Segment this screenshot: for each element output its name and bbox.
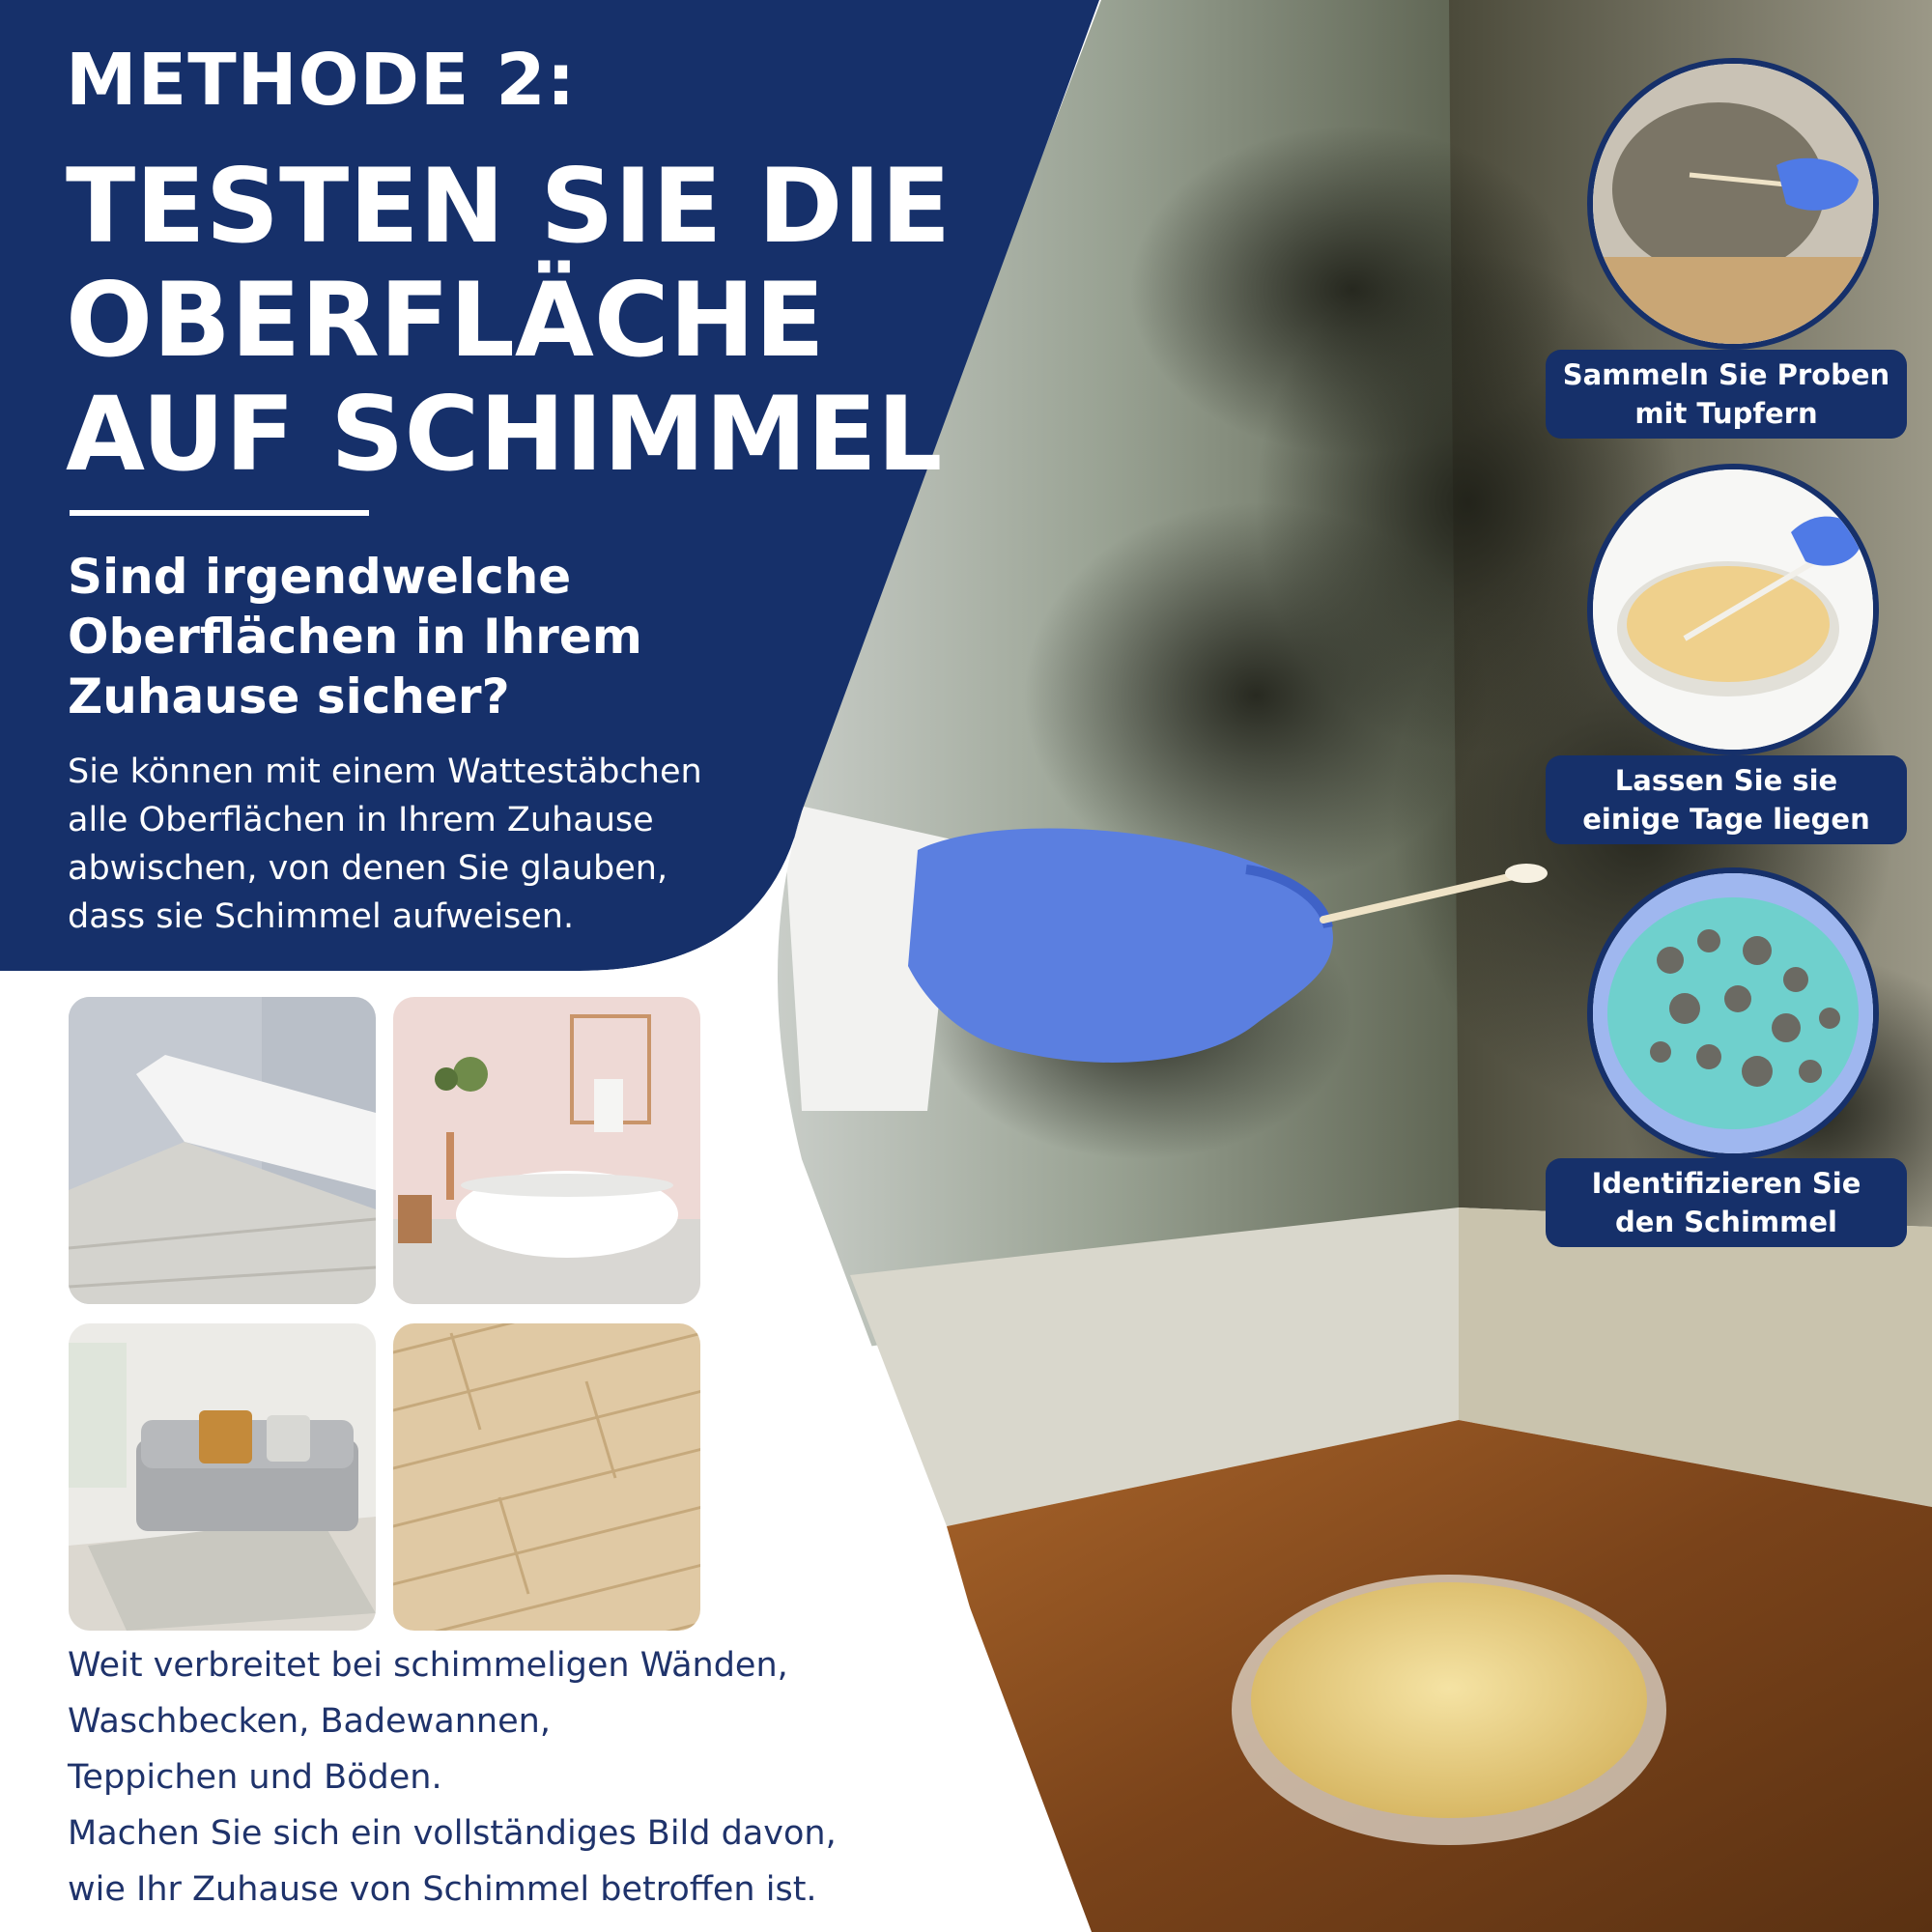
- page-title: [66, 147, 952, 494]
- step-label: [1546, 755, 1907, 844]
- intro-line: Sie können mit einem Wattestäbchen: [68, 753, 702, 791]
- wood-floor-photo: [393, 1323, 700, 1631]
- step-label-line: Identifizieren Sie: [1591, 1167, 1861, 1200]
- swab-sample-photo: [1587, 58, 1879, 350]
- step-label-line: Lassen Sie sie: [1614, 764, 1838, 797]
- bottom-line: Weit verbreitet bei schimmeligen Wänden,: [68, 1646, 788, 1685]
- intro-line: dass sie Schimmel aufweisen.: [68, 897, 575, 936]
- step-label-line: einige Tage liegen: [1582, 803, 1870, 836]
- living-room-photo: [69, 1323, 376, 1631]
- title-line: AUF SCHIMMEL: [66, 375, 943, 494]
- question-line: Oberflächen in Ihrem: [68, 609, 642, 665]
- question-line: Sind irgendwelche: [68, 549, 572, 605]
- intro-line: abwischen, von denen Sie glauben,: [68, 849, 668, 888]
- method-label: METHODE 2:: [66, 39, 577, 122]
- step-label-line: Sammeln Sie Proben: [1562, 358, 1890, 391]
- question-heading: [68, 547, 642, 726]
- mold-colonies-photo: [1587, 867, 1879, 1159]
- bottom-line: wie Ihr Zuhause von Schimmel betroffen ist.: [68, 1870, 817, 1909]
- baseboard-photo: [69, 997, 376, 1304]
- step-label: [1546, 1158, 1907, 1247]
- question-line: Zuhause sicher?: [68, 668, 510, 724]
- bottom-line: Teppichen und Böden.: [68, 1758, 442, 1797]
- title-divider: [70, 510, 369, 516]
- intro-line: alle Oberflächen in Ihrem Zuhause: [68, 801, 654, 839]
- bathroom-photo: [393, 997, 700, 1304]
- bottom-description: [68, 1637, 837, 1918]
- bottom-line: Waschbecken, Badewannen,: [68, 1702, 551, 1741]
- bottom-line: Machen Sie sich ein vollständiges Bild davon,: [68, 1814, 837, 1853]
- petri-dish-photo: [1587, 464, 1879, 755]
- intro-text: [68, 748, 702, 941]
- title-line: TESTEN SIE DIE: [66, 147, 952, 266]
- title-line: OBERFLÄCHE: [66, 261, 825, 380]
- step-label: [1546, 350, 1907, 439]
- step-label-line: den Schimmel: [1615, 1206, 1837, 1238]
- step-label-line: mit Tupfern: [1634, 397, 1818, 430]
